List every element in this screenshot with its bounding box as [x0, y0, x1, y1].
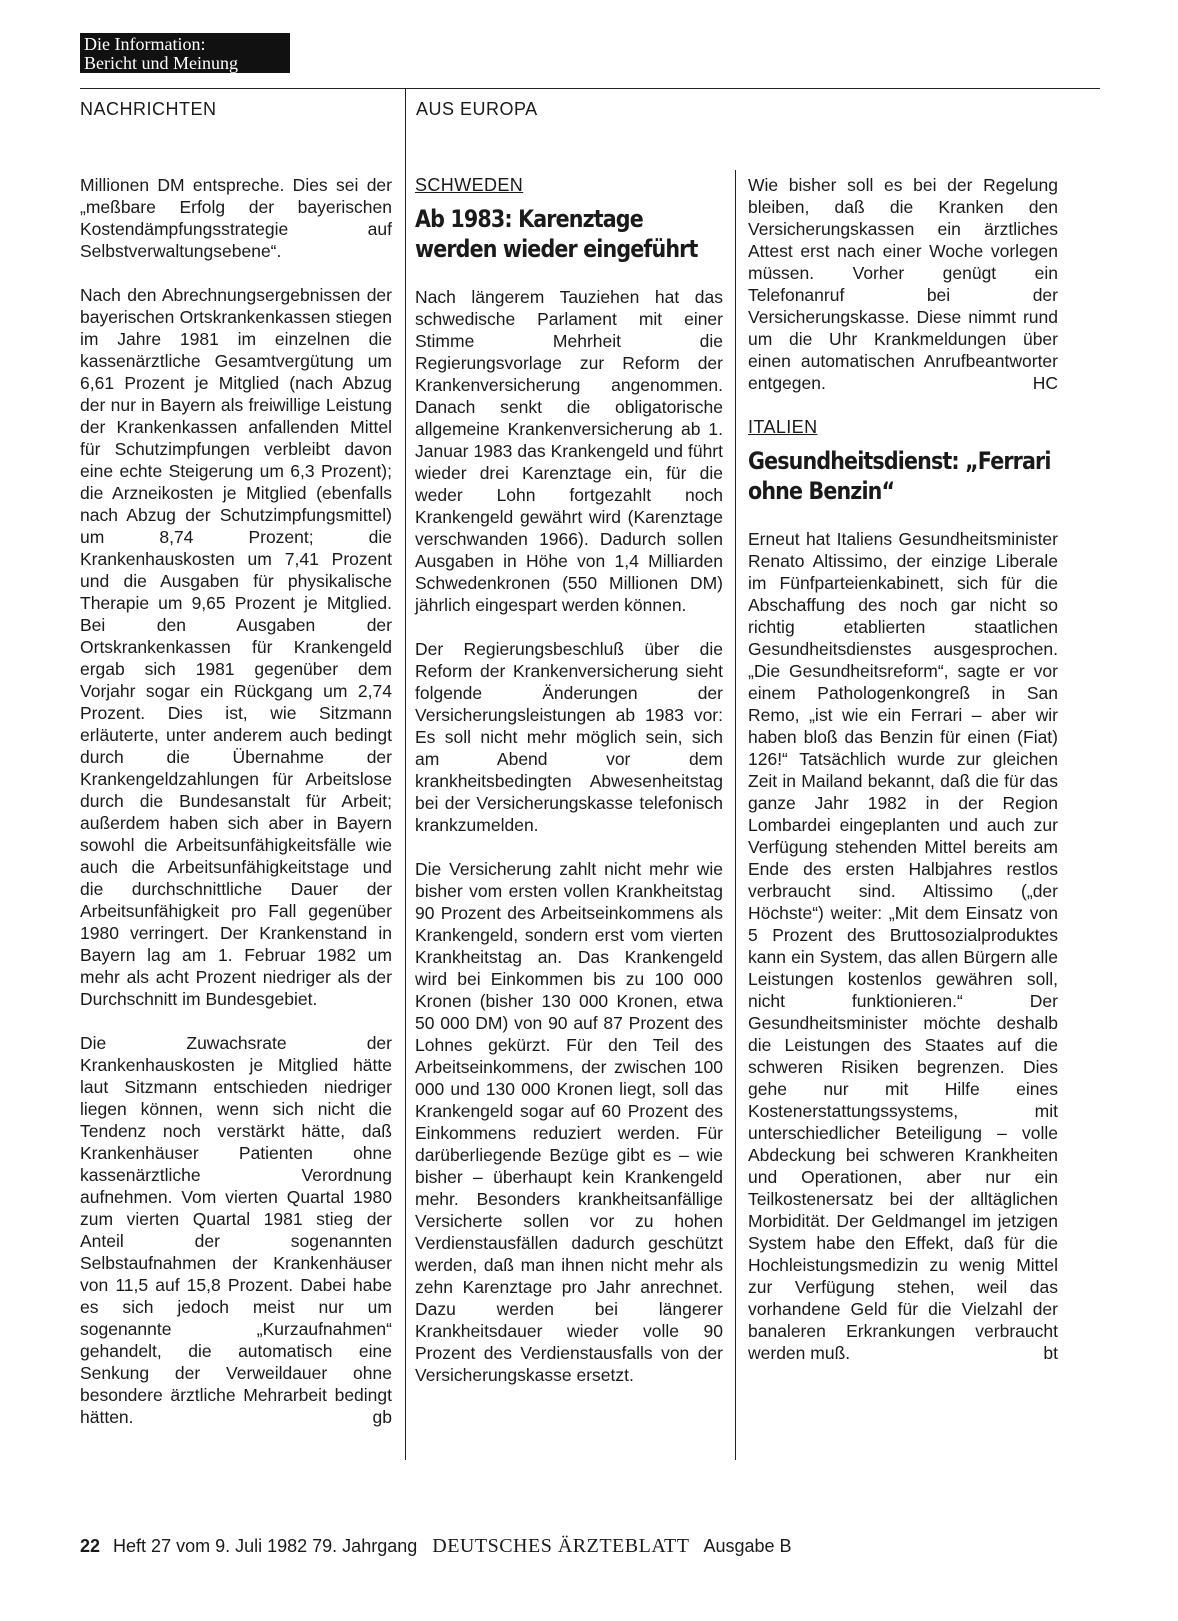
col3-paragraph-2	[748, 528, 1058, 1364]
headline-italien: Gesundheitsdienst: „Ferrari ohne Benzin“	[748, 447, 1051, 505]
col3-paragraph-2-text: Erneut hat Italiens Gesundheitsminister Renato Altissimo, der einzige Liberale im Fünfparteienkabinett, sich für die Abschaffung des noch gar nicht so richtig etablierten staatlichen Gesundheitsdienstes ausgesprochen. „Die Gesundheitsreform“, sagte er vor einem Pathologenkongreß in San Remo, „ist wie ein Ferrari – aber wir haben bloß das Benzin für einen (Fiat) 126!“ Tatsächlich wurde zur gleichen Zeit in Mailand bekannt, daß die für das ganze Jahr 1982 in der Region Lombardei eingeplanten und auch zur Verfügung stehenden Mittel bereits am Ende des ersten Halbjahres restlos verbraucht sind. Altissimo („der Höchste“) weiter: „Mit dem Einsatz von 5 Prozent des Bruttosozialproduktes kann ein System, das allen Bürgern alle Leistungen kostenlos gewähren soll, nicht funktionieren.“ Der Gesundheitsminister möchte deshalb die Leistungen des Staates auf die schweren Risiken begrenzen. Dies gehe nur mit Hilfe eines Kostenerstattungssystems, mit unterschiedlicher Beteiligung – volle Abdeckung bei schweren Krankheiten und Operationen, aber nur ein Teilkostenersatz bei der alltäglichen Morbidität. Der Geldmangel im jetzigen System habe den Effekt, daß für die Hochleistungsmedizin zu wenig Mittel zur Verfügung stehen, weil das vorhandene Geld für die Vielzahl der banaleren Erkrankungen verbraucht werden muß.	[748, 529, 1058, 1363]
edition-label: Ausgabe B	[703, 1536, 792, 1556]
column-1	[80, 174, 392, 1428]
col1-paragraph-3	[80, 1032, 392, 1428]
column-3	[748, 174, 1058, 1364]
journal-name: DEUTSCHES ÄRZTEBLATT	[432, 1535, 690, 1557]
author-signature-gb: gb	[372, 1407, 392, 1427]
rubric-badge	[80, 33, 290, 73]
rubric-line-1: Die Information:	[84, 34, 206, 54]
column-divider-2	[735, 170, 736, 1460]
page-number: 22	[80, 1536, 101, 1556]
section-label-left: NACHRICHTEN	[80, 99, 217, 119]
col1-paragraph-3-text: Die Zuwachsrate der Krankenhauskosten je Mitglied hätte laut Sitzmann entschieden niedriger liegen können, wenn sich nicht die Tendenz noch verstärkt hätte, daß Krankenhäuser Patienten ohne kassenärztliche Verordnung aufnehmen. Vom vierten Quartal 1980 zum vierten Quartal 1981 stieg der Anteil der sogenannten Selbstaufnahmen der Krankenhäuser von 11,5 auf 15,8 Prozent. Dabei habe es sich jedoch meist nur um sogenannte „Kurzaufnahmen“ gehandelt, die automatisch eine Senkung der Verweildauer ohne besondere ärztliche Mehrarbeit bedingt hätten.	[80, 1033, 392, 1427]
author-signature-hc: HC	[1032, 373, 1058, 393]
section-label-right: AUS EUROPA	[416, 99, 538, 119]
column-divider-1	[405, 88, 406, 1460]
page-footer	[80, 1535, 792, 1558]
col1-paragraph-2: Nach den Abrechnungsergebnissen der bayerischen Ortskrankenkassen stiegen im Jahre 1981 im einzelnen die kassenärztliche Gesamtvergütung um 6,61 Prozent je Mitglied (nach Abzug der nur in Bayern als freiwillige Leistung der Krankenkassen anfallenden Mittel für Schutzimpfungen verbleibt davon eine echte Steigerung um 6,3 Prozent); die Arzneikosten je Mitglied (ebenfalls nach Abzug der Schutzimpfungsmittel) um 8,74 Prozent; die Krankenhauskosten um 7,41 Prozent und die Ausgaben für physikalische Therapie um 9,65 Prozent je Mitglied. Bei den Ausgaben der Ortskrankenkassen für Krankengeld ergab sich 1981 gegenüber dem Vorjahr sogar ein Rückgang um 2,74 Prozent. Dies ist, wie Sitzmann erläuterte, unter anderem auch bedingt durch die Übernahme der Krankengeldzahlungen für Arbeitslose durch die Bundesanstalt für Arbeit; außerdem haben sich aber in Bayern sowohl die Arbeitsunfähigkeitsfälle wie auch die Arbeitsunfähigkeitstage und die durchschnittliche Dauer der Arbeitsunfähigkeit pro Fall gegenüber 1980 verringert. Der Krankenstand in Bayern lag am 1. Februar 1982 um mehr als acht Prozent niedriger als der Durchschnitt im Bundesgebiet.	[80, 285, 392, 1009]
issue-info: Heft 27 vom 9. Juli 1982 79. Jahrgang	[113, 1536, 418, 1556]
col2-paragraph-2: Der Regierungsbeschluß über die Reform der Krankenversicherung sieht folgende Änderungen der Versicherungsleistungen ab 1983 vor: Es soll nicht mehr möglich sein, sich am Abend vor dem krankheitsbedingten Abwesenheitstag bei der Versicherungskasse telefonisch krankzumelden.	[415, 639, 723, 835]
kicker-italien: ITALIEN	[748, 417, 818, 437]
author-signature-bt: bt	[1043, 1343, 1058, 1363]
col3-paragraph-1-text: Wie bisher soll es bei der Regelung bleiben, daß die Kranken den Versicherungskassen ein ärztliches Attest erst nach einer Woche vorlegen müssen. Vorher genügt ein Telefonanruf bei der Versicherungskasse. Diese nimmt rund um die Uhr Krankmeldungen über einen automatischen Anrufbeantworter entgegen.	[748, 175, 1058, 393]
col1-paragraph-1: Millionen DM entspreche. Dies sei der „meßbare Erfolg der bayerischen Kostendämpfungsstrategie auf Selbstverwaltungsebene“.	[80, 175, 392, 261]
col3-paragraph-1	[748, 174, 1058, 394]
rubric-line-2: Bericht und Meinung	[84, 53, 238, 73]
col2-paragraph-1: Nach längerem Tauziehen hat das schwedische Parlament mit einer Stimme Mehrheit die Regierungsvorlage zur Reform der Krankenversicherung angenommen. Danach senkt die obligatorische allgemeine Krankenversicherung ab 1. Januar 1983 das Krankengeld und führt wieder drei Karenztage ein, für die weder Lohn fortgezahlt noch Krankengeld gewährt wird (Karenztage verschwanden 1966). Dadurch sollen Ausgaben in Höhe von 1,4 Milliarden Schwedenkronen (550 Millionen DM) jährlich eingespart werden können.	[415, 287, 723, 615]
kicker-schweden: SCHWEDEN	[415, 175, 524, 195]
header-rule	[80, 88, 1100, 89]
headline-schweden: Ab 1983: Karenztage werden wieder eingeführt	[415, 205, 698, 263]
column-2	[415, 174, 723, 1386]
col2-paragraph-3: Die Versicherung zahlt nicht mehr wie bisher vom ersten vollen Krankheitstag 90 Prozent des Arbeitseinkommens als Krankengeld, sondern erst vom vierten Krankheitstag an. Das Krankengeld wird bei Einkommen bis zu 100 000 Kronen (bisher 130 000 Kronen, etwa 50 000 DM) von 90 auf 87 Prozent des Lohnes gekürzt. Für den Teil des Arbeitseinkommens, der zwischen 100 000 und 130 000 Kronen liegt, soll das Krankengeld sogar auf 60 Prozent des Einkommens reduziert werden. Für darüberliegende Bezüge gibt es – wie bisher – überhaupt kein Krankengeld mehr. Besonders krankheitsanfällige Versicherte sollen vor zu hohen Verdienstausfällen dadurch geschützt werden, daß man ihnen nicht mehr als zehn Karenztage pro Jahr anrechnet. Dazu werden bei längerer Krankheitsdauer wieder volle 90 Prozent des Verdienstausfalls von der Versicherungskasse ersetzt.	[415, 859, 723, 1385]
